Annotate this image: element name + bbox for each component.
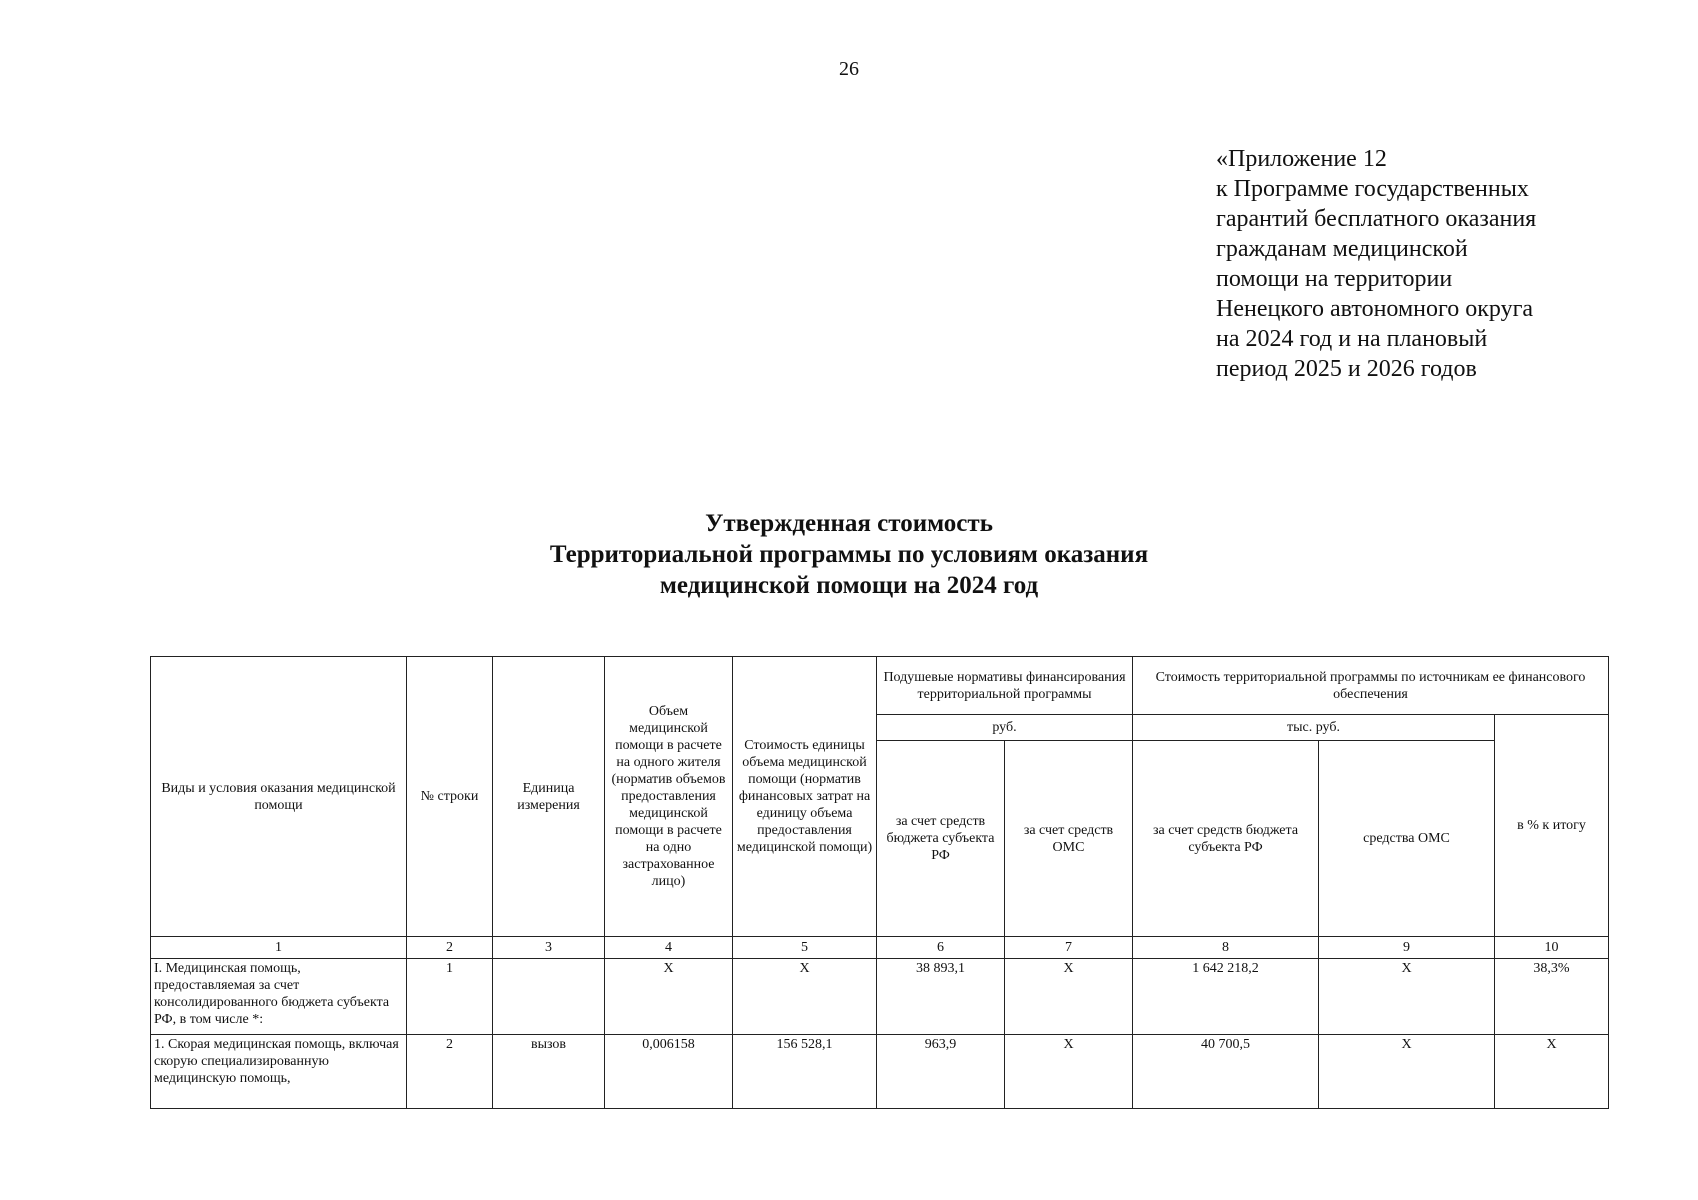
header-total-unit: тыс. руб. [1133, 715, 1495, 741]
table-cell: X [1319, 1035, 1495, 1109]
table-cell: X [1005, 959, 1133, 1035]
column-number: 4 [605, 937, 733, 959]
column-numbers-row [151, 937, 1609, 959]
row-name: I. Медицинская помощь, предоставляемая за счет консолидированного бюджета субъекта РФ, в том числе *: [151, 959, 407, 1035]
table-cell: 1 642 218,2 [1133, 959, 1319, 1035]
table-cell: X [1005, 1035, 1133, 1109]
column-number: 3 [493, 937, 605, 959]
header-per-capita-unit: руб. [877, 715, 1133, 741]
table-cell: 2 [407, 1035, 493, 1109]
header-types: Виды и условия оказания медицинской помощи [151, 657, 407, 937]
title-line: медицинской помощи на 2024 год [659, 572, 1039, 599]
table-cell: 0,006158 [605, 1035, 733, 1109]
column-number: 6 [877, 937, 1005, 959]
appendix-line: помощи на территории [1216, 266, 1453, 292]
table-cell: X [1319, 959, 1495, 1035]
appendix-line: период 2025 и 2026 годов [1216, 356, 1477, 382]
appendix-line: Ненецкого автономного округа [1216, 296, 1534, 322]
column-number: 8 [1133, 937, 1319, 959]
title-line: Территориальной программы по условиям оказания [549, 541, 1149, 568]
table-cell: 38 893,1 [877, 959, 1005, 1035]
table-cell: 963,9 [877, 1035, 1005, 1109]
table-cell: 1 [407, 959, 493, 1035]
table-row [151, 959, 1609, 1035]
table-cell [493, 959, 605, 1035]
table-cell: вызов [493, 1035, 605, 1109]
header-tc-budget: за счет средств бюджета субъекта РФ [1133, 741, 1319, 937]
document-title [0, 508, 1698, 601]
column-number: 2 [407, 937, 493, 959]
header-tc-oms: средства ОМС [1319, 741, 1495, 937]
table-row [151, 1035, 1609, 1109]
table-cell: 38,3% [1495, 959, 1609, 1035]
column-number: 7 [1005, 937, 1133, 959]
column-number: 1 [151, 937, 407, 959]
appendix-line: гражданам медицинской [1216, 236, 1468, 262]
appendix-line: к Программе государственных [1216, 176, 1529, 202]
header-volume: Объем медицинской помощи в расчете на одного жителя (норматив объемов предоставления медицинской помощи в расчете на одно застрахованное лицо) [605, 657, 733, 937]
table-cell: X [605, 959, 733, 1035]
appendix-line: гарантий бесплатного оказания [1216, 206, 1537, 232]
appendix-line: «Приложение 12 [1216, 146, 1387, 172]
table-cell: X [733, 959, 877, 1035]
appendix-heading [1216, 144, 1636, 384]
title-line: Утвержденная стоимость [705, 510, 993, 537]
cost-table [150, 656, 1609, 1109]
table-cell: X [1495, 1035, 1609, 1109]
header-percent: в % к итогу [1495, 715, 1609, 937]
appendix-line: на 2024 год и на плановый [1216, 326, 1488, 352]
page-number: 26 [839, 58, 859, 80]
header-total-cost: Стоимость территориальной программы по источникам ее финансового обеспечения [1133, 657, 1609, 715]
column-number: 9 [1319, 937, 1495, 959]
column-number: 5 [733, 937, 877, 959]
header-pc-budget: за счет средств бюджета субъекта РФ [877, 741, 1005, 937]
row-name: 1. Скорая медицинская помощь, включая скорую специализированную медицинскую помощь, [151, 1035, 407, 1109]
table-cell: 40 700,5 [1133, 1035, 1319, 1109]
header-row-no: № строки [407, 657, 493, 937]
column-number: 10 [1495, 937, 1609, 959]
header-unit: Единица измерения [493, 657, 605, 937]
header-cost: Стоимость единицы объема медицинской помощи (норматив финансовых затрат на единицу объема предоставления медицинской помощи) [733, 657, 877, 937]
header-pc-oms: за счет средств ОМС [1005, 741, 1133, 937]
header-per-capita: Подушевые нормативы финансирования территориальной программы [877, 657, 1133, 715]
table-cell: 156 528,1 [733, 1035, 877, 1109]
